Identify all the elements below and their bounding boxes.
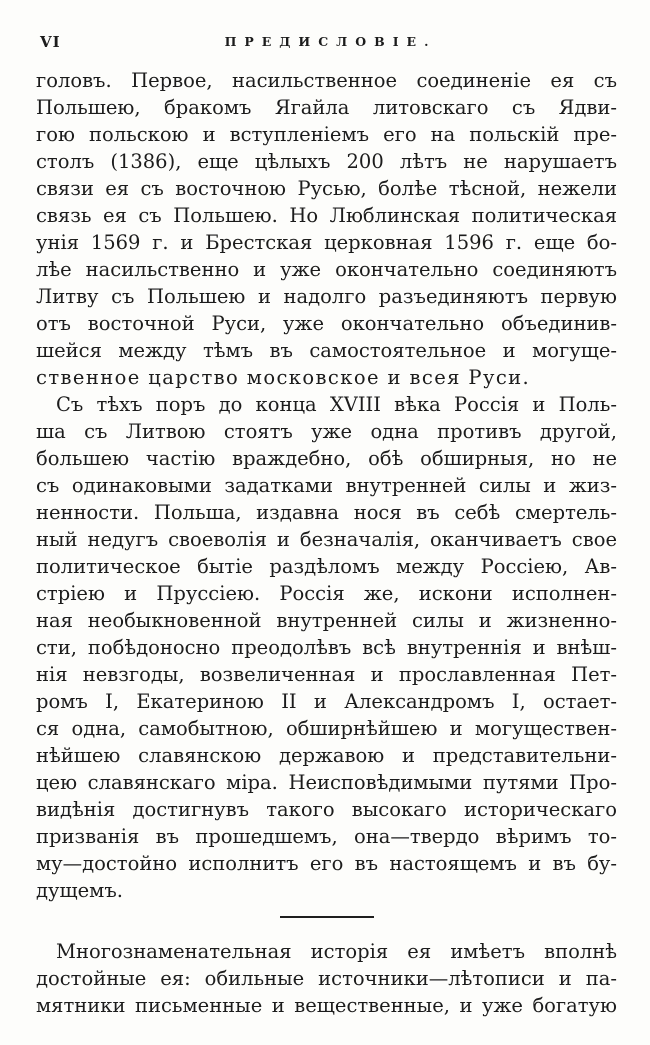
text-line: цею славянскаго міра. Неисповѣдимыми путями Про- [36, 771, 617, 794]
text-line: ная необыкновенной внутренней силы и жизненно- [36, 609, 617, 632]
text-line: Польшею, бракомъ Ягайла литовскаго съ Ядви- [36, 96, 617, 119]
text-line: Многознаменательная исторія ея имѣетъ вполнѣ [56, 940, 617, 963]
text-line: столъ (1386), еще цѣлыхъ 200 лѣтъ не нарушаетъ [36, 150, 617, 173]
text-line: сти, побѣдоносно преодолѣвъ всѣ внутреннія и внѣш- [36, 636, 617, 659]
text-line: нія невзгоды, возвеличенная и прославленная Пет- [36, 663, 617, 686]
text-line: му—достойно исполнитъ его въ настоящемъ и въ бу- [36, 852, 617, 875]
text-line: головъ. Первое, насильственное соединеніе ея съ [36, 69, 617, 92]
page-number: VI [40, 33, 61, 51]
text-line: мятники письменные и вещественные, и уже богатую [36, 994, 617, 1017]
text-line: лѣе насильственно и уже окончательно соединяютъ [36, 258, 617, 281]
text-line: унія 1569 г. и Брестская церковная 1596 г. еще бо- [36, 231, 617, 254]
text-line: гою польскою и вступленіемъ его на польскій пре- [36, 123, 617, 146]
text-line: ственное царство московское и всея Руси. [36, 366, 531, 389]
text-line: связь ея съ Польшею. Но Люблинская политическая [36, 204, 617, 227]
text-line: ный недугъ своеволія и безначалія, оканчиваетъ свое [36, 528, 617, 551]
text-line: политическое бытіе раздѣломъ между Россіею, Ав- [36, 555, 617, 578]
text-line: большею частію враждебно, обѣ обширныя, но не [36, 447, 617, 470]
text-line: отъ восточной Руси, уже окончательно объединив- [36, 312, 617, 335]
text-line: Съ тѣхъ поръ до конца XVIII вѣка Россія и Поль- [56, 393, 617, 416]
running-head [36, 28, 617, 54]
text-line: ненности. Польша, издавна нося въ себѣ смертель- [36, 501, 617, 524]
text-line: нѣйшею славянскою державою и представительни- [36, 744, 617, 767]
text-line: съ одинаковыми задатками внутренней силы и жиз- [36, 474, 617, 497]
text-line: ромъ I, Екатериною II и Александромъ I, остает- [36, 690, 617, 713]
text-line: призванія въ прошедшемъ, она—твердо вѣримъ то- [36, 825, 617, 848]
text-line: видѣнія достигнувъ такого высокаго историческаго [36, 798, 617, 821]
text-line: достойные ея: обильные источники—лѣтописи и па- [36, 967, 617, 990]
text-line: стріею и Пруссіею. Россія же, искони исполнен- [36, 582, 617, 605]
running-title: ПРЕДИСЛОВІЕ. [224, 34, 437, 49]
text-block [36, 67, 617, 1019]
text-line: ся одна, самобытною, обширнѣйшею и могуществен- [36, 717, 617, 740]
section-divider [280, 916, 374, 918]
text-line: дущемъ. [36, 879, 123, 902]
text-line: связи ея съ восточною Русью, болѣе тѣсной, нежели [36, 177, 617, 200]
text-line: Литву съ Польшею и надолго разъединяютъ первую [36, 285, 617, 308]
text-line: ша съ Литвою стоятъ уже одна противъ другой, [36, 420, 617, 443]
text-line: шейся между тѣмъ въ самостоятельное и могуще- [36, 339, 617, 362]
